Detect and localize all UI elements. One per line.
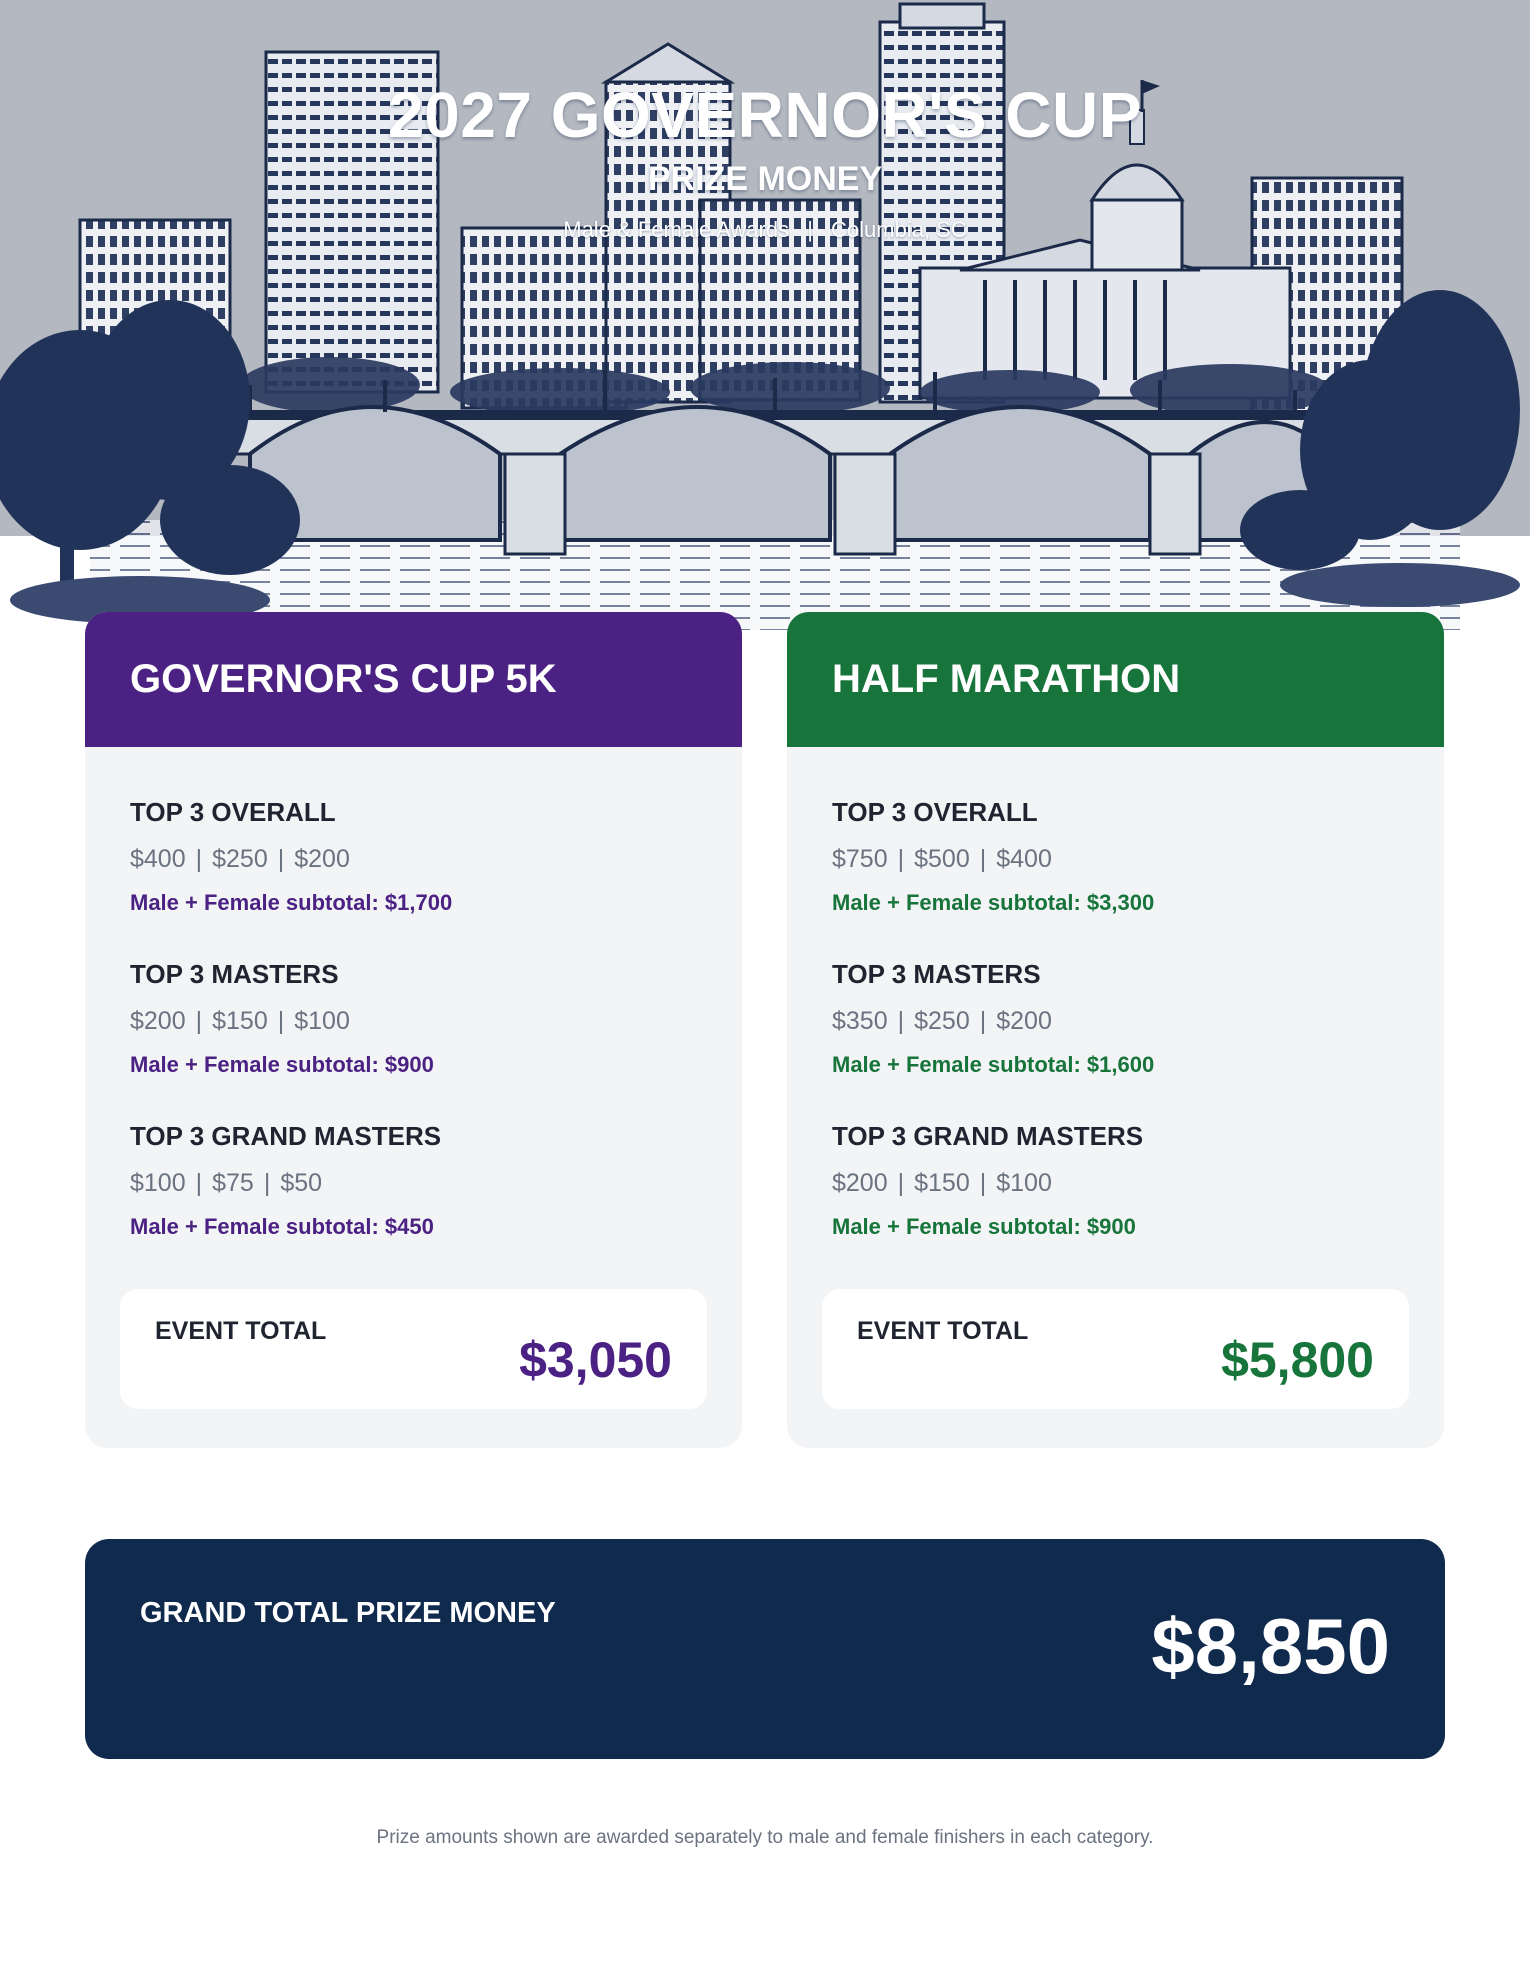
- amount-separator: |: [277, 845, 285, 873]
- event-total-label: EVENT TOTAL: [857, 1317, 1029, 1345]
- event-card-half-marathon: [787, 612, 1444, 1448]
- prize-second: $250: [914, 1007, 970, 1035]
- category-subtotal: Male + Female subtotal: $3,300: [832, 890, 1155, 915]
- prize-first: $400: [130, 845, 186, 873]
- amount-separator: |: [897, 1169, 905, 1197]
- page-title: 2027 GOVERNOR'S CUP: [388, 79, 1142, 151]
- location-text: Columbia, SC: [831, 217, 967, 242]
- awards-text: Male & Female Awards: [563, 217, 790, 242]
- grand-total-banner: [85, 1539, 1445, 1759]
- prize-first: $200: [130, 1007, 186, 1035]
- prize-third: $100: [996, 1169, 1052, 1197]
- amount-separator: |: [979, 1169, 987, 1197]
- category-grand-masters: [832, 1121, 1399, 1283]
- footnote: Prize amounts shown are awarded separately to male and female finishers in each category.: [376, 1827, 1154, 1848]
- amount-separator: |: [195, 845, 203, 873]
- prize-amounts: [130, 1169, 697, 1198]
- category-title: TOP 3 OVERALL: [832, 797, 1038, 827]
- amount-separator: |: [979, 845, 987, 873]
- prize-second: $250: [212, 845, 268, 873]
- grand-total-label: GRAND TOTAL PRIZE MONEY: [140, 1597, 556, 1629]
- prize-third: $50: [280, 1169, 323, 1197]
- prize-third: $400: [996, 845, 1052, 873]
- prize-amounts: [832, 1169, 1399, 1198]
- category-subtotal: Male + Female subtotal: $450: [130, 1214, 434, 1239]
- category-masters: [130, 959, 697, 1121]
- prize-third: $200: [294, 845, 350, 873]
- category-title: TOP 3 OVERALL: [130, 797, 336, 827]
- prize-amounts: [130, 1007, 697, 1036]
- prize-second: $75: [212, 1169, 254, 1197]
- prize-second: $150: [212, 1007, 268, 1035]
- category-overall: [832, 797, 1399, 959]
- event-meta: [0, 217, 1530, 243]
- event-total-box: [822, 1289, 1409, 1409]
- event-total-label: EVENT TOTAL: [155, 1317, 327, 1345]
- event-title: GOVERNOR'S CUP 5K: [130, 657, 557, 701]
- event-card-5k: [85, 612, 742, 1448]
- category-subtotal: Male + Female subtotal: $1,600: [832, 1052, 1155, 1077]
- event-title: HALF MARATHON: [832, 657, 1181, 701]
- prize-second: $500: [914, 845, 970, 873]
- amount-separator: |: [195, 1169, 203, 1197]
- prize-amounts: [130, 845, 697, 874]
- category-title: TOP 3 GRAND MASTERS: [130, 1121, 442, 1151]
- category-overall: [130, 797, 697, 959]
- category-masters: [832, 959, 1399, 1121]
- category-title: TOP 3 GRAND MASTERS: [832, 1121, 1144, 1151]
- amount-separator: |: [263, 1169, 271, 1197]
- amount-separator: |: [979, 1007, 987, 1035]
- prize-third: $200: [996, 1007, 1052, 1035]
- event-card-header: [787, 612, 1444, 747]
- event-card-body: [85, 747, 742, 1283]
- prize-third: $100: [294, 1007, 350, 1035]
- prize-first: $200: [832, 1169, 888, 1197]
- amount-separator: |: [195, 1007, 203, 1035]
- category-subtotal: Male + Female subtotal: $1,700: [130, 890, 453, 915]
- page-subtitle: PRIZE MONEY: [647, 160, 883, 198]
- category-subtotal: Male + Female subtotal: $900: [832, 1214, 1136, 1239]
- event-total-value: $3,050: [519, 1332, 672, 1388]
- meta-separator: |: [807, 217, 813, 242]
- category-title: TOP 3 MASTERS: [832, 959, 1041, 989]
- prize-amounts: [832, 1007, 1399, 1036]
- amount-separator: |: [897, 1007, 905, 1035]
- prize-amounts: [832, 845, 1399, 874]
- category-subtotal: Male + Female subtotal: $900: [130, 1052, 434, 1077]
- amount-separator: |: [897, 845, 905, 873]
- prize-second: $150: [914, 1169, 970, 1197]
- category-grand-masters: [130, 1121, 697, 1283]
- hero-banner: [0, 0, 1530, 640]
- event-card-header: [85, 612, 742, 747]
- event-total-box: [120, 1289, 707, 1409]
- prize-first: $100: [130, 1169, 186, 1197]
- event-total-value: $5,800: [1221, 1332, 1374, 1388]
- event-card-body: [787, 747, 1444, 1283]
- category-title: TOP 3 MASTERS: [130, 959, 339, 989]
- prize-first: $750: [832, 845, 888, 873]
- amount-separator: |: [277, 1007, 285, 1035]
- prize-first: $350: [832, 1007, 888, 1035]
- grand-total-value: $8,850: [1151, 1602, 1390, 1690]
